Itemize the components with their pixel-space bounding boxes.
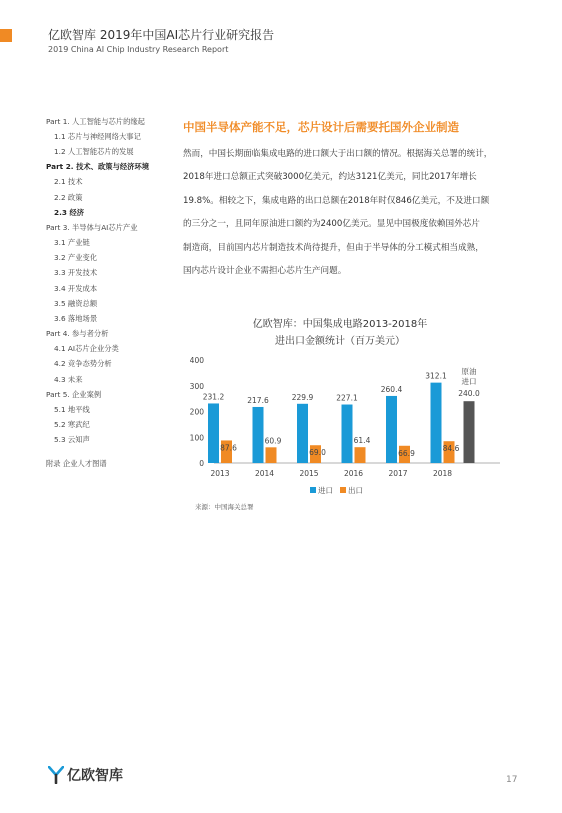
header-accent-bar [0, 29, 12, 42]
section-title: 中国半导体产能不足，芯片设计后需要托国外企业制造 [183, 120, 459, 134]
import-bar [431, 383, 442, 463]
y-tick-label: 0 [199, 459, 204, 468]
logo-y-icon [48, 766, 64, 784]
x-category-label: 2017 [388, 469, 408, 478]
crude-oil-label: 进口 [461, 377, 477, 387]
body-line: 国内芯片设计企业不需担心芯片生产问题。 [183, 266, 347, 277]
chart-title-line-2: 进出口金额统计（百万美元） [275, 336, 405, 347]
body-line: 19.8%。相较之下，集成电路的出口总额在2018年时仅846亿美元，不及进口额 [183, 195, 490, 206]
toc-item[interactable]: 5.1 地平线 [54, 404, 90, 414]
toc-item[interactable]: 3.1 产业链 [54, 238, 90, 248]
crude-oil-label: 原油 [461, 367, 477, 377]
x-category-label: 2018 [432, 469, 453, 478]
page-number: 17 [506, 775, 518, 785]
legend-export-label: 出口 [348, 486, 363, 495]
export-value-label: 84.6 [442, 444, 460, 454]
export-value-label: 87.6 [220, 443, 237, 453]
toc-item[interactable]: 2.1 技术 [54, 177, 83, 187]
toc-item[interactable]: 3.2 产业变化 [54, 253, 98, 263]
legend-export-swatch [340, 487, 346, 493]
logo-text: 亿欧智库 [67, 768, 123, 784]
body-line: 2018年进口总额正式突破3000亿美元，约达3121亿美元，同比2017年增长 [183, 172, 477, 183]
toc-list [46, 114, 176, 447]
import-bar [253, 407, 264, 463]
import-value-label: 217.6 [247, 395, 269, 405]
x-category-label: 2015 [299, 469, 319, 478]
toc-item[interactable]: 3.4 开发成本 [54, 283, 98, 293]
import-value-label: 229.9 [291, 392, 314, 402]
toc-item[interactable]: 3.6 落地场景 [54, 314, 98, 324]
toc-item[interactable]: 4.1 AI芯片企业分类 [54, 344, 119, 354]
y-tick-label: 300 [189, 381, 204, 391]
import-value-label: 260.4 [380, 384, 403, 394]
toc-item[interactable]: 3.5 融资总额 [54, 298, 98, 308]
body-line: 然而，中国长期面临集成电路的进口额大于出口额的情况。根据海关总署的统计， [183, 149, 493, 159]
toc-appendix[interactable]: 附录 企业人才图谱 [46, 459, 107, 469]
crude-oil-bar [464, 401, 475, 463]
toc-part[interactable]: Part 3. 半导体与AI芯片产业 [46, 223, 138, 233]
toc-item[interactable]: 5.2 寒武纪 [54, 420, 90, 430]
import-value-label: 227.1 [336, 393, 358, 403]
y-tick-label: 200 [189, 407, 204, 417]
import-bar [342, 405, 353, 463]
toc-item[interactable]: 2.2 政策 [54, 192, 83, 202]
toc-part[interactable]: Part 5. 企业案例 [46, 389, 102, 399]
toc-part[interactable]: Part 1. 人工智能与芯片的缘起 [46, 117, 145, 126]
brand-logo [48, 765, 123, 785]
import-bar [386, 396, 397, 463]
trade-bar-chart [180, 350, 510, 500]
toc-item[interactable]: 4.3 未来 [54, 374, 83, 384]
chart-source: 来源：中国海关总署 [195, 503, 254, 511]
import-bar [208, 403, 219, 463]
crude-oil-value-label: 240.0 [458, 389, 480, 399]
import-bar [297, 404, 308, 463]
legend-import-label: 进口 [318, 486, 333, 495]
section-body [183, 143, 521, 283]
table-of-contents [46, 114, 176, 471]
report-subtitle: 2019 China AI Chip Industry Research Report [48, 45, 229, 54]
toc-part[interactable]: Part 2. 技术、政策与经济环境 [46, 162, 150, 172]
import-value-label: 312.1 [425, 371, 447, 381]
import-value-label: 231.2 [202, 392, 225, 402]
export-bar [266, 447, 277, 463]
toc-item[interactable]: 1.2 人工智能芯片的发展 [54, 147, 134, 157]
toc-item[interactable]: 5.3 云知声 [54, 435, 90, 445]
toc-item[interactable]: 1.1 芯片与神经网络大事记 [54, 132, 141, 141]
x-category-label: 2016 [343, 469, 364, 478]
x-category-label: 2014 [254, 469, 275, 478]
export-value-label: 61.4 [353, 436, 371, 446]
toc-part[interactable]: Part 4. 参与者分析 [46, 329, 109, 339]
y-tick-label: 400 [189, 356, 204, 365]
export-value-label: 66.9 [398, 448, 415, 458]
y-tick-label: 100 [189, 433, 204, 443]
export-bar [355, 447, 366, 463]
export-value-label: 69.0 [309, 448, 326, 458]
chart-title-line-1: 亿欧智库：中国集成电路2013-2018年 [252, 319, 428, 330]
legend-import-swatch [310, 487, 316, 493]
report-title: 亿欧智库 2019年中国AI芯片行业研究报告 [48, 28, 275, 42]
toc-item[interactable]: 3.3 开发技术 [54, 268, 98, 278]
x-category-label: 2013 [210, 469, 230, 478]
export-value-label: 60.9 [264, 436, 282, 446]
body-line: 的三分之一，且同年原油进口额约为2400亿美元。显见中国极度依赖国外芯片 [183, 219, 480, 230]
toc-item[interactable]: 2.3 经济 [54, 207, 85, 217]
body-line: 制造商，目前国内芯片制造技术尚待提升，但由于半导体的分工模式相当成熟， [183, 242, 484, 253]
toc-item[interactable]: 4.2 竞争态势分析 [54, 359, 112, 369]
